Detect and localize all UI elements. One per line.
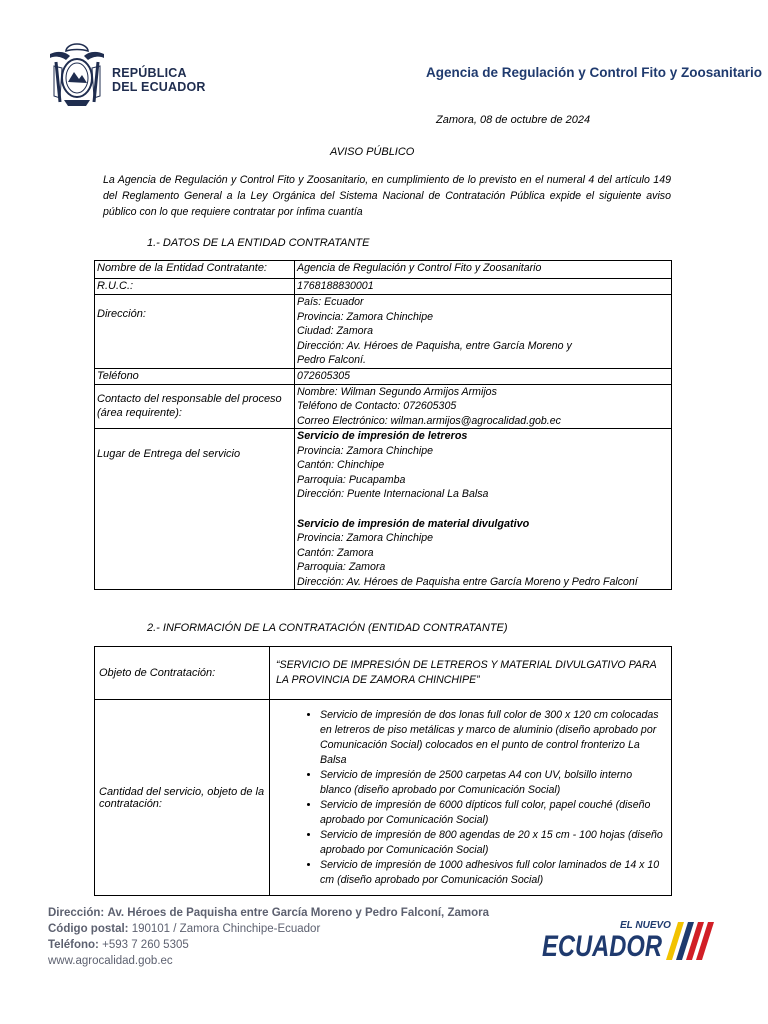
contract-table [94,646,672,896]
quantity-value [270,700,672,896]
footer-postal: Código postal: 190101 / Zamora Chinchipe-Ecuador [48,923,321,935]
entity-name-value: Agencia de Regulación y Control Fito y Zoosanitario [295,261,672,279]
service-item: • Servicio de impresión de 1000 adhesivos full color laminados de 14 x 10 cm (diseño aprobado por Comunicación Social) [320,858,665,888]
document-date: Zamora, 08 de octubre de 2024 [436,114,591,126]
contact-line: Nombre: Wilman Segundo Armijos Armijos [297,385,497,398]
quantity-label: Cantidad del servicio, objeto de la contratación: [95,700,270,896]
object-label: Objeto de Contratación: [95,647,270,700]
service-item: • Servicio de impresión de 800 agendas de 20 x 15 cm - 100 hojas (diseño aprobado por Comunicación Social) [320,828,665,858]
delivery-line: Parroquia: Pucapamba [297,473,406,486]
object-value: “SERVICIO DE IMPRESIÓN DE LETREROS Y MATERIAL DIVULGATIVO PARA LA PROVINCIA DE ZAMORA CHINCHIPE” [270,647,672,700]
phone-label: Teléfono [95,368,295,384]
service-item: • Servicio de impresión de 6000 dípticos full color, papel couché (diseño aprobado por Comunicación Social) [320,798,665,828]
contact-value [295,384,672,429]
delivery-line: Dirección: Av. Héroes de Paquisha entre García Moreno y Pedro Falconí [297,575,638,588]
footer-address: Dirección: Av. Héroes de Paquisha entre García Moreno y Pedro Falconí, Zamora [48,907,489,919]
delivery-line: Provincia: Zamora Chinchipe [297,532,434,544]
document-title: AVISO PÚBLICO [330,146,415,158]
footer-phone: Teléfono: +593 7 260 5305 [48,939,189,951]
address-line: Pedro Falconí. [297,354,366,366]
republica-wordmark [112,66,206,94]
ruc-value: 1768188830001 [295,279,672,295]
entity-name-label: Nombre de la Entidad Contratante: [95,261,295,279]
section-2-heading: 2.- INFORMACIÓN DE LA CONTRATACIÓN (ENTIDAD CONTRATANTE) [147,622,508,634]
contact-label: Contacto del responsable del proceso (área requirente): [95,384,295,429]
delivery-label: Lugar de Entrega del servicio [95,429,295,590]
phone-value: 072605305 [295,368,672,384]
logo-line2: ECUADOR [542,930,663,963]
delivery-value [295,429,672,590]
intro-paragraph: La Agencia de Regulación y Control Fito y Zoosanitario, en cumplimiento de lo previsto en el numeral 4 del artículo 149 del Reglamento General a la Ley Orgánica del Sistema Nacional de Contratación Pública expide el siguiente aviso público con lo que requiere contratar por ínfima cuantía [103,174,671,218]
delivery-heading-signs: Servicio de impresión de letreros [297,430,468,442]
address-label: Dirección: [95,295,295,369]
footer-contact [48,905,489,969]
delivery-line: Provincia: Zamora Chinchipe [297,444,434,457]
agency-name-header: Agencia de Regulación y Control Fito y Zoosanitario [426,65,763,80]
service-item: • Servicio de impresión de 2500 carpetas A4 con UV, bolsillo interno blanco (diseño aprobado por Comunicación Social) [320,768,665,798]
address-line: Ciudad: Zamora [297,325,373,337]
delivery-line: Dirección: Puente Internacional La Balsa [297,488,489,500]
spacer [297,502,669,517]
ruc-label: R.U.C.: [95,279,295,295]
delivery-heading-material: Servicio de impresión de material divulgativo [297,517,530,530]
republica-line2: DEL ECUADOR [112,80,206,94]
el-nuevo-ecuador-logo [540,916,720,964]
delivery-line: Cantón: Chinchipe [297,459,385,471]
delivery-line: Cantón: Zamora [297,546,374,559]
contact-line: Correo Electrónico: wilman.armijos@agrocalidad.gob.ec [297,414,561,427]
address-line: Provincia: Zamora Chinchipe [297,310,434,323]
delivery-line: Parroquia: Zamora [297,561,386,573]
logo-line1: EL NUEVO [620,920,671,931]
ecuador-coat-of-arms-icon [46,42,108,108]
entity-table [94,260,672,590]
republica-line1: REPÚBLICA [112,66,187,80]
address-line: País: Ecuador [297,296,364,308]
section-1-heading: 1.- DATOS DE LA ENTIDAD CONTRATANTE [147,237,370,249]
address-line: Dirección: Av. Héroes de Paquisha, entre García Moreno y [297,339,572,352]
footer-website[interactable]: www.agrocalidad.gob.ec [48,955,173,967]
address-value [295,295,672,369]
service-list [276,708,665,888]
contact-line: Teléfono de Contacto: 072605305 [297,400,457,412]
service-item: • Servicio de impresión de dos lonas full color de 300 x 120 cm colocadas en letreros de piso metálicas y marco de aluminio (diseño aprobado por Comunicación Social) colocados en el punto de control fronterizo La Balsa [320,708,665,768]
